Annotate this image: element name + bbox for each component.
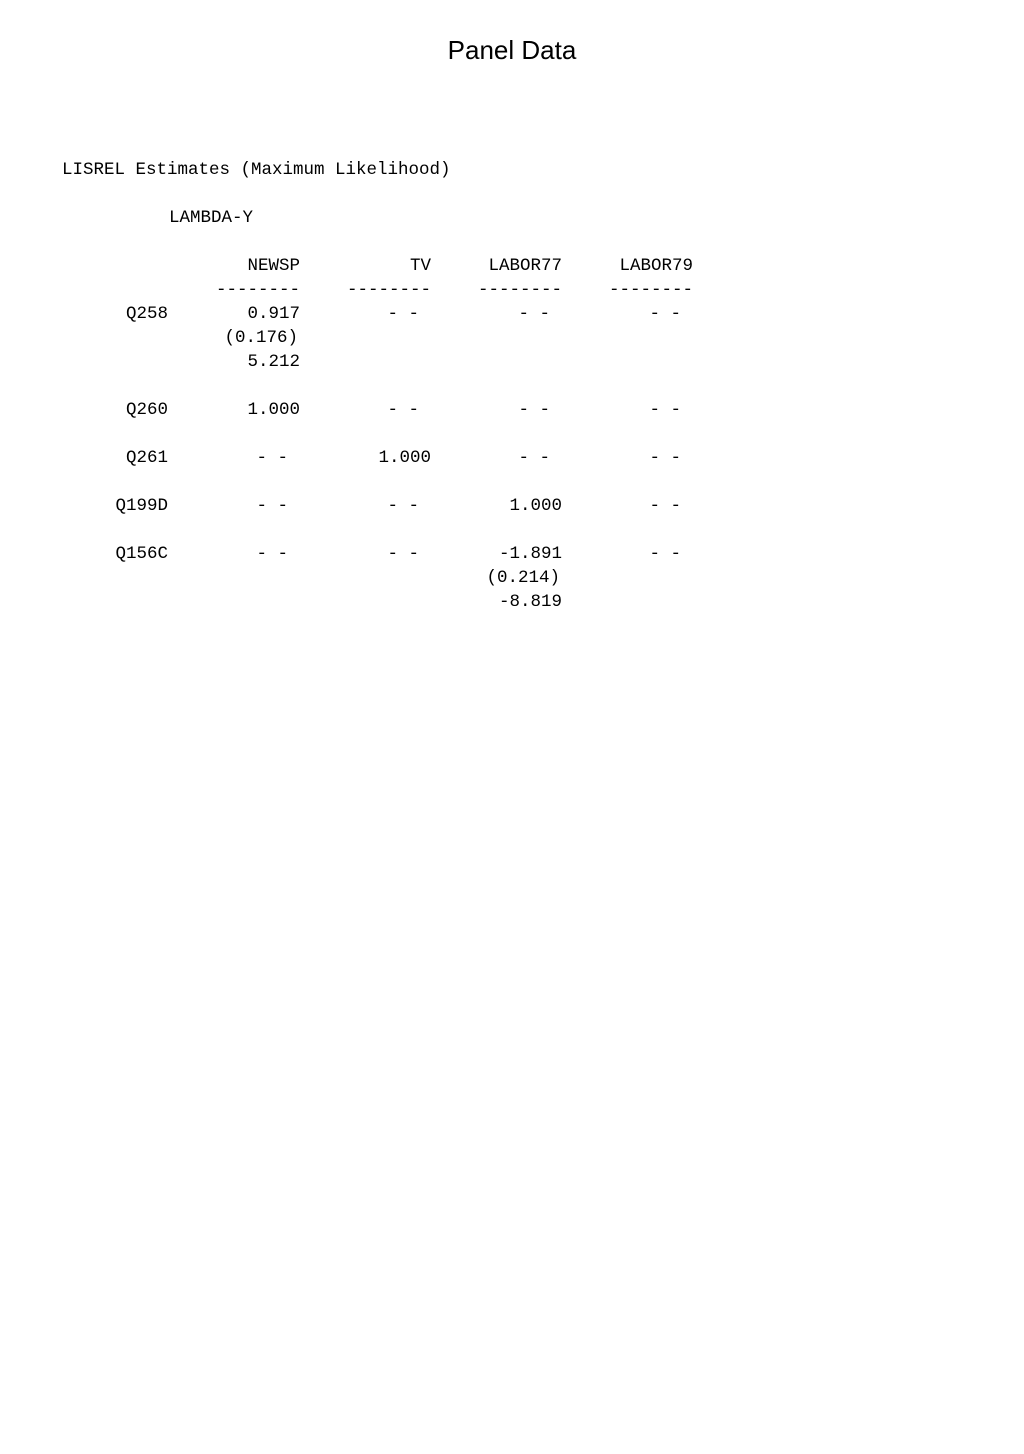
slide-title: Panel Data [447,35,577,65]
row-label: Q261 [125,448,168,468]
column-underline: -------- [215,280,300,300]
column-underline: -------- [608,280,693,300]
empty-cell: - - [256,448,288,468]
estimate-value: -1.891 [498,544,562,564]
empty-cell: - - [649,496,681,516]
output-heading: LISREL Estimates (Maximum Likelihood) [62,160,451,180]
estimate-value: 1.000 [247,400,300,420]
row-label: Q258 [125,304,168,324]
empty-cell: - - [649,400,681,420]
column-header-newsp: NEWSP [247,256,300,276]
estimate-value: 1.000 [509,496,562,516]
column-underline: -------- [346,280,431,300]
t-value: -8.819 [498,592,562,612]
t-value: 5.212 [247,352,300,372]
empty-cell: - - [387,544,419,564]
empty-cell: - - [256,544,288,564]
empty-cell: - - [518,448,550,468]
standard-error: (0.214) [486,568,560,588]
matrix-name: LAMBDA-Y [169,208,254,228]
row-label: Q199D [115,496,168,516]
row-label: Q260 [125,400,168,420]
empty-cell: - - [387,304,419,324]
empty-cell: - - [649,544,681,564]
empty-cell: - - [518,304,550,324]
empty-cell: - - [649,448,681,468]
empty-cell: - - [518,400,550,420]
empty-cell: - - [387,400,419,420]
empty-cell: - - [649,304,681,324]
empty-cell: - - [256,496,288,516]
estimate-value: 0.917 [247,304,300,324]
row-label: Q156C [115,544,168,564]
empty-cell: - - [387,496,419,516]
column-header-tv: TV [409,256,431,276]
estimate-value: 1.000 [378,448,431,468]
lisrel-output [62,158,693,1454]
standard-error: (0.176) [224,328,298,348]
column-underline: -------- [477,280,562,300]
column-header-labor77: LABOR77 [488,256,562,276]
column-header-labor79: LABOR79 [619,256,693,276]
